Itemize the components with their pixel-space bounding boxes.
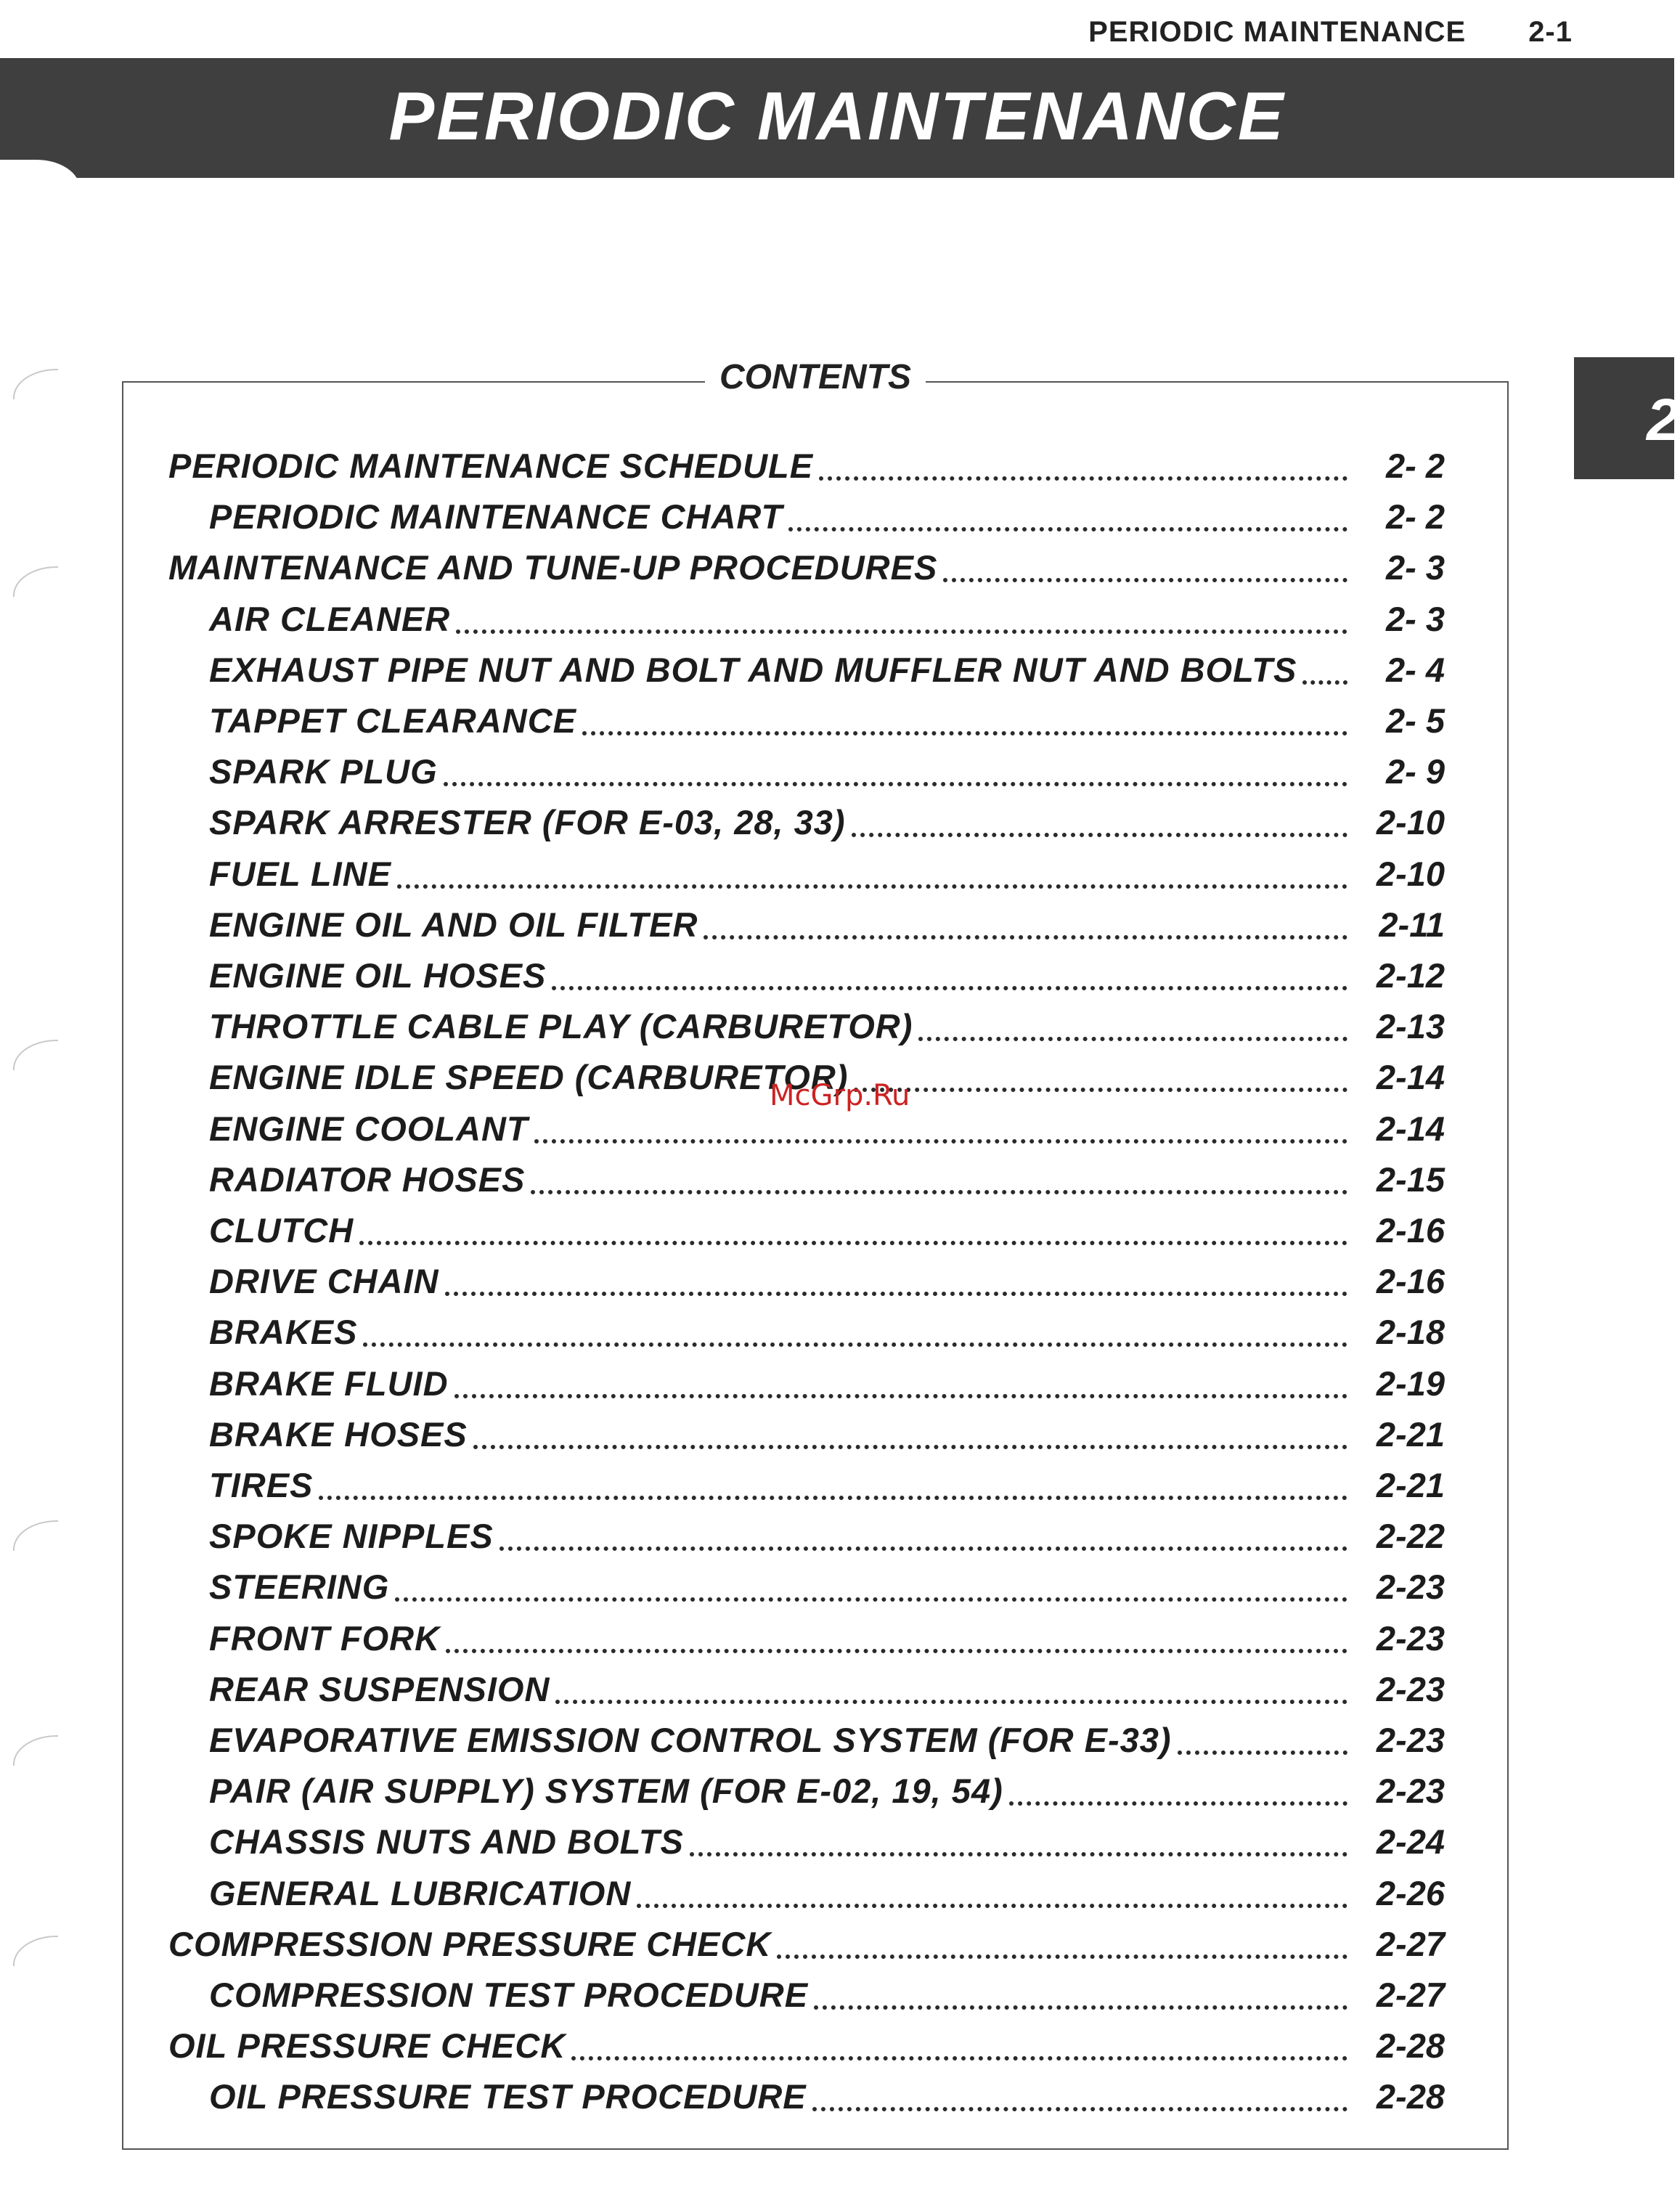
toc-entry (209, 648, 1445, 692)
toc-dot-leader (1178, 1750, 1347, 1755)
toc-dot-leader (777, 1955, 1347, 1959)
toc-entry-label: AIR CLEANER (209, 599, 451, 638)
toc-entry (209, 1005, 1445, 1048)
toc-entry-page: 2-10 (1376, 803, 1445, 842)
toc-entry-label: TAPPET CLEARANCE (209, 701, 577, 740)
toc-dot-leader (582, 731, 1347, 735)
toc-entry (209, 1311, 1445, 1354)
toc-entry (209, 903, 1445, 947)
toc-dot-leader (397, 884, 1347, 889)
toc-entry (209, 1209, 1445, 1252)
toc-entry (168, 1923, 1445, 1966)
toc-entry-label: ENGINE OIL HOSES (209, 956, 547, 995)
running-header-section: PERIODIC MAINTENANCE (1088, 16, 1467, 48)
toc-entry-page: 2-26 (1376, 1873, 1445, 1912)
toc-entry-page: 2-23 (1376, 1721, 1445, 1759)
toc-entry-page: 2-10 (1376, 854, 1445, 893)
toc-dot-leader (446, 1649, 1347, 1653)
toc-entry-page: 2-23 (1376, 1618, 1445, 1658)
toc-dot-leader (319, 1496, 1347, 1500)
toc-entry (209, 1820, 1445, 1864)
toc-entry-page: 2- 3 (1386, 548, 1445, 587)
toc-entry-page: 2-16 (1376, 1211, 1445, 1250)
toc-entry (209, 852, 1445, 896)
toc-entry-label: BRAKES (209, 1313, 358, 1352)
toc-entry-label: THROTTLE CABLE PLAY (CARBURETOR) (209, 1007, 913, 1046)
toc-entry-label: CHASSIS NUTS AND BOLTS (209, 1822, 684, 1862)
toc-entry-label: FRONT FORK (209, 1618, 441, 1658)
toc-dot-leader (819, 476, 1347, 481)
contents-heading (0, 357, 1631, 397)
toc-entry-label: PERIODIC MAINTENANCE CHART (209, 497, 783, 537)
toc-entry-label: COMPRESSION TEST PROCEDURE (209, 1976, 809, 2014)
toc-entry-label: SPARK PLUG (209, 752, 438, 791)
toc-dot-leader (637, 1904, 1347, 1908)
toc-dot-leader (456, 629, 1347, 634)
toc-dot-leader (571, 2056, 1347, 2061)
toc-entry-label: OIL PRESSURE TEST PROCEDURE (209, 2077, 807, 2116)
toc-entry-page: 2-21 (1376, 1414, 1445, 1454)
toc-dot-leader (1302, 680, 1347, 685)
toc-entry (209, 1872, 1445, 1915)
toc-entry-page: 2-24 (1376, 1822, 1445, 1862)
toc-entry (209, 1260, 1445, 1303)
toc-entry (209, 1617, 1445, 1660)
toc-entry-page: 2-14 (1376, 1109, 1445, 1148)
toc-entry (209, 1413, 1445, 1456)
toc-entry-page: 2-27 (1376, 1976, 1445, 2014)
toc-entry-label: BRAKE FLUID (209, 1364, 449, 1403)
toc-dot-leader (454, 1394, 1347, 1398)
toc-entry-page: 2-19 (1376, 1364, 1445, 1403)
toc-entry (209, 1362, 1445, 1406)
watermark: McGrp.Ru (770, 1079, 910, 1112)
toc-entry-label: PAIR (AIR SUPPLY) SYSTEM (FOR E-02, 19, 54) (209, 1772, 1003, 1811)
toc-entry-page: 2-11 (1379, 905, 1445, 944)
toc-entry-label: EVAPORATIVE EMISSION CONTROL SYSTEM (FOR E-33) (209, 1721, 1172, 1759)
binder-hole-mark (13, 566, 58, 597)
toc-dot-leader (788, 527, 1347, 531)
chapter-tab-number: 2 (1647, 387, 1680, 453)
toc-entry-page: 2-22 (1376, 1517, 1445, 1556)
toc-dot-leader (704, 935, 1347, 939)
toc-entry (209, 699, 1445, 743)
toc-entry-page: 2- 4 (1386, 650, 1445, 689)
toc-entry-label: STEERING (209, 1568, 390, 1607)
toc-entry (209, 1107, 1445, 1151)
toc-entry-page: 2- 3 (1386, 599, 1445, 638)
toc-entry (209, 1515, 1445, 1558)
toc-entry (209, 954, 1445, 998)
toc-entry-page: 2-13 (1376, 1007, 1445, 1046)
toc-entry-label: TIRES (209, 1466, 314, 1504)
toc-dot-leader (444, 782, 1347, 786)
toc-entry (209, 495, 1445, 539)
toc-entry-label: DRIVE CHAIN (209, 1262, 439, 1301)
toc-entry-page: 2- 2 (1386, 447, 1445, 485)
toc-dot-leader (445, 1292, 1347, 1296)
toc-entry (209, 1719, 1445, 1762)
toc-dot-leader (359, 1241, 1347, 1245)
toc-dot-leader (395, 1597, 1347, 1602)
toc-entry-label: SPARK ARRESTER (FOR E-03, 28, 33) (209, 803, 846, 842)
toc-entry (209, 801, 1445, 844)
toc-entry-page: 2-18 (1376, 1313, 1445, 1352)
toc-dot-leader (363, 1342, 1347, 1347)
toc-entry-page: 2-23 (1376, 1669, 1445, 1708)
toc-entry-page: 2-28 (1376, 2026, 1445, 2066)
toc-entry-label: PERIODIC MAINTENANCE SCHEDULE (168, 447, 814, 485)
toc-entry-label: REAR SUSPENSION (209, 1669, 550, 1708)
binder-hole-mark (13, 1040, 58, 1070)
toc-entry (209, 1973, 1445, 2017)
toc-entry-label: COMPRESSION PRESSURE CHECK (168, 1924, 772, 1963)
toc-entry-label: EXHAUST PIPE NUT AND BOLT AND MUFFLER NUT AND BOLTS (209, 650, 1297, 689)
toc-entry (209, 598, 1445, 641)
title-band-notch (0, 160, 80, 189)
toc-dot-leader (531, 1190, 1347, 1194)
toc-entry-label: GENERAL LUBRICATION (209, 1873, 632, 1912)
binder-hole-mark (13, 1936, 58, 1966)
toc-dot-leader (854, 1088, 1347, 1092)
toc-entry (209, 2075, 1445, 2119)
title-band (0, 58, 1674, 178)
toc-entry (209, 1464, 1445, 1507)
toc-entry (209, 1158, 1445, 1202)
toc-entry (168, 2024, 1445, 2068)
toc-dot-leader (852, 833, 1347, 837)
running-header (1088, 16, 1573, 49)
binder-hole-mark (13, 1735, 58, 1766)
toc-entry-label: FUEL LINE (209, 854, 391, 893)
toc-entry-label: SPOKE NIPPLES (209, 1517, 494, 1556)
toc-dot-leader (473, 1445, 1347, 1449)
toc-entry-page: 2-23 (1376, 1772, 1445, 1811)
toc-entry-page: 2-28 (1376, 2077, 1445, 2116)
toc-dot-leader (943, 578, 1347, 582)
toc-dot-leader (814, 2005, 1347, 2010)
toc-dot-leader (690, 1852, 1347, 1856)
running-header-page: 2-1 (1528, 16, 1573, 48)
toc-entry (209, 1565, 1445, 1609)
toc-entry (209, 750, 1445, 794)
toc-dot-leader (918, 1037, 1347, 1041)
toc-dot-leader (812, 2107, 1347, 2111)
toc-entry-label: MAINTENANCE AND TUNE-UP PROCEDURES (168, 548, 938, 587)
toc-entry-page: 2-15 (1376, 1159, 1445, 1199)
toc-dot-leader (1009, 1801, 1347, 1806)
toc-entry-label: ENGINE COOLANT (209, 1109, 529, 1148)
toc-entry-page: 2-23 (1376, 1568, 1445, 1607)
toc-entry-label: OIL PRESSURE CHECK (168, 2026, 566, 2066)
toc-entry-page: 2-21 (1376, 1466, 1445, 1504)
toc-entry-page: 2-14 (1376, 1058, 1445, 1097)
toc-entry-page: 2-12 (1376, 956, 1445, 995)
toc-entry (168, 546, 1445, 590)
toc-dot-leader (555, 1700, 1347, 1704)
toc-entry-page: 2- 2 (1386, 497, 1445, 537)
toc-entry-label: CLUTCH (209, 1211, 354, 1250)
toc-entry (209, 1668, 1445, 1711)
toc-entry (168, 444, 1445, 488)
toc-entry-label: RADIATOR HOSES (209, 1159, 526, 1199)
toc-dot-leader (534, 1139, 1347, 1144)
toc-entry-page: 2-27 (1376, 1924, 1445, 1963)
toc-entry (209, 1769, 1445, 1813)
toc-entry-label: ENGINE OIL AND OIL FILTER (209, 905, 698, 944)
toc-dot-leader (552, 986, 1347, 990)
page-title: PERIODIC MAINTENANCE (388, 78, 1286, 154)
binder-hole-mark (13, 1520, 58, 1551)
toc-entry-label: ENGINE IDLE SPEED (CARBURETOR) (209, 1058, 849, 1097)
toc-entry-page: 2- 9 (1386, 752, 1445, 791)
toc-entry-page: 2- 5 (1386, 701, 1445, 740)
contents-heading-label: CONTENTS (705, 358, 926, 396)
toc-dot-leader (499, 1546, 1347, 1551)
toc-entry-label: BRAKE HOSES (209, 1414, 468, 1454)
toc-entry-page: 2-16 (1376, 1262, 1445, 1301)
